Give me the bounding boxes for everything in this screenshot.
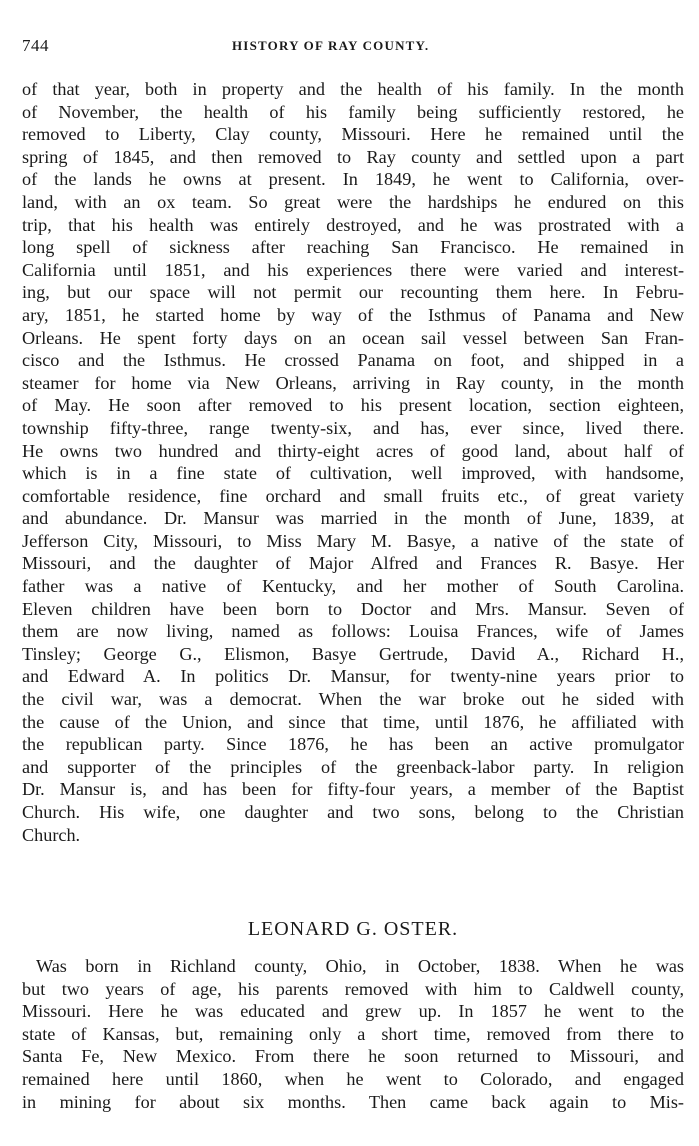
text-line: land, with an ox team. So great were the hardships he endured on this — [22, 191, 684, 212]
text-line: Tinsley; George G., Elismon, Basye Gertrude, David A., Richard H., — [22, 643, 684, 664]
text-line: of that year, both in property and the health of his family. In the month — [22, 79, 684, 99]
text-line: but two years of age, his parents removed with him to Caldwell county, — [22, 978, 684, 999]
text-line: Church. His wife, one daughter and two sons, belong to the Christian — [22, 802, 684, 822]
text-line: of May. He soon after removed to his present location, section eighteen, — [22, 395, 684, 416]
text-line: Eleven children have been born to Doctor and Mrs. Mansur. Seven of — [22, 598, 684, 619]
text-line: spring of 1845, and then removed to Ray county and settled upon a part — [22, 146, 684, 167]
text-line: Church. — [22, 824, 81, 845]
text-line: ary, 1851, he started home by way of the Isthmus of Panama and New — [22, 304, 684, 325]
text-line: trip, that his health was entirely destroyed, and he was prostrated with a — [22, 214, 684, 235]
text-line: California until 1851, and his experiences there were varied and interest- — [22, 259, 684, 280]
text-line: them are now living, named as follows: Louisa Frances, wife of James — [22, 621, 684, 642]
text-line: steamer for home via New Orleans, arriving in Ray county, in the month — [22, 372, 684, 393]
text-line: ing, but our space will not permit our recounting them here. In Febru- — [22, 282, 684, 303]
text-line: of November, the health of his family being sufficiently restored, he — [22, 101, 684, 122]
running-title: HISTORY OF RAY COUNTY. — [232, 38, 430, 53]
text-line: Was born in Richland county, Ohio, in October, 1838. When he was — [36, 956, 684, 976]
text-line: state of Kansas, but, remaining only a short time, removed from there to — [22, 1023, 684, 1044]
book-page — [22, 0, 684, 1146]
text-line: comfortable residence, fine orchard and small fruits etc., of great variety — [22, 485, 684, 506]
paragraph-mansur-biography — [22, 78, 684, 846]
text-line: Dr. Mansur is, and has been for fifty-four years, a member of the Baptist — [22, 779, 684, 800]
text-line: the civil war, was a democrat. When the war broke out he sided with — [22, 689, 684, 710]
page-number: 744 — [22, 36, 49, 55]
text-line: long spell of sickness after reaching San Francisco. He remained in — [22, 237, 684, 258]
text-line: the cause of the Union, and since that time, until 1876, he affiliated with — [22, 711, 684, 732]
text-line: Orleans. He spent forty days on an ocean sail vessel between San Fran- — [22, 327, 684, 348]
text-line: of the lands he owns at present. In 1849, he went to California, over- — [22, 169, 684, 190]
text-line: Missouri, and the daughter of Major Alfred and Frances R. Basye. Her — [22, 553, 684, 574]
text-line: township fifty-three, range twenty-six, and has, ever since, lived there. — [22, 417, 684, 438]
text-line: He owns two hundred and thirty-eight acres of good land, about half of — [22, 440, 684, 461]
text-line: and abundance. Dr. Mansur was married in the month of June, 1839, at — [22, 508, 684, 529]
text-line: which is in a fine state of cultivation, well improved, with handsome, — [22, 463, 684, 484]
section-heading: LEONARD G. OSTER. — [247, 918, 459, 940]
text-line: in mining for about six months. Then came back again to Mis- — [22, 1091, 684, 1112]
text-line: Missouri. Here he was educated and grew up. In 1857 he went to the — [22, 1001, 684, 1022]
text-line: the republican party. Since 1876, he has been an active promulgator — [22, 734, 684, 755]
text-line: Jefferson City, Missouri, to Miss Mary M. Basye, a native of the state of — [22, 530, 684, 551]
text-line: cisco and the Isthmus. He crossed Panama on foot, and shipped in a — [22, 350, 684, 371]
running-head — [22, 36, 684, 56]
text-line: remained here until 1860, when he went to Colorado, and engaged — [22, 1068, 684, 1089]
text-line: father was a native of Kentucky, and her mother of South Carolina. — [22, 576, 684, 597]
text-line: and supporter of the principles of the greenback-labor party. In religion — [22, 756, 684, 777]
text-line: and Edward A. In politics Dr. Mansur, for twenty-nine years prior to — [22, 666, 684, 687]
paragraph-oster-biography — [22, 955, 684, 1113]
text-line: Santa Fe, New Mexico. From there he soon returned to Missouri, and — [22, 1046, 684, 1067]
text-line: removed to Liberty, Clay county, Missouri. Here he remained until the — [22, 124, 684, 145]
